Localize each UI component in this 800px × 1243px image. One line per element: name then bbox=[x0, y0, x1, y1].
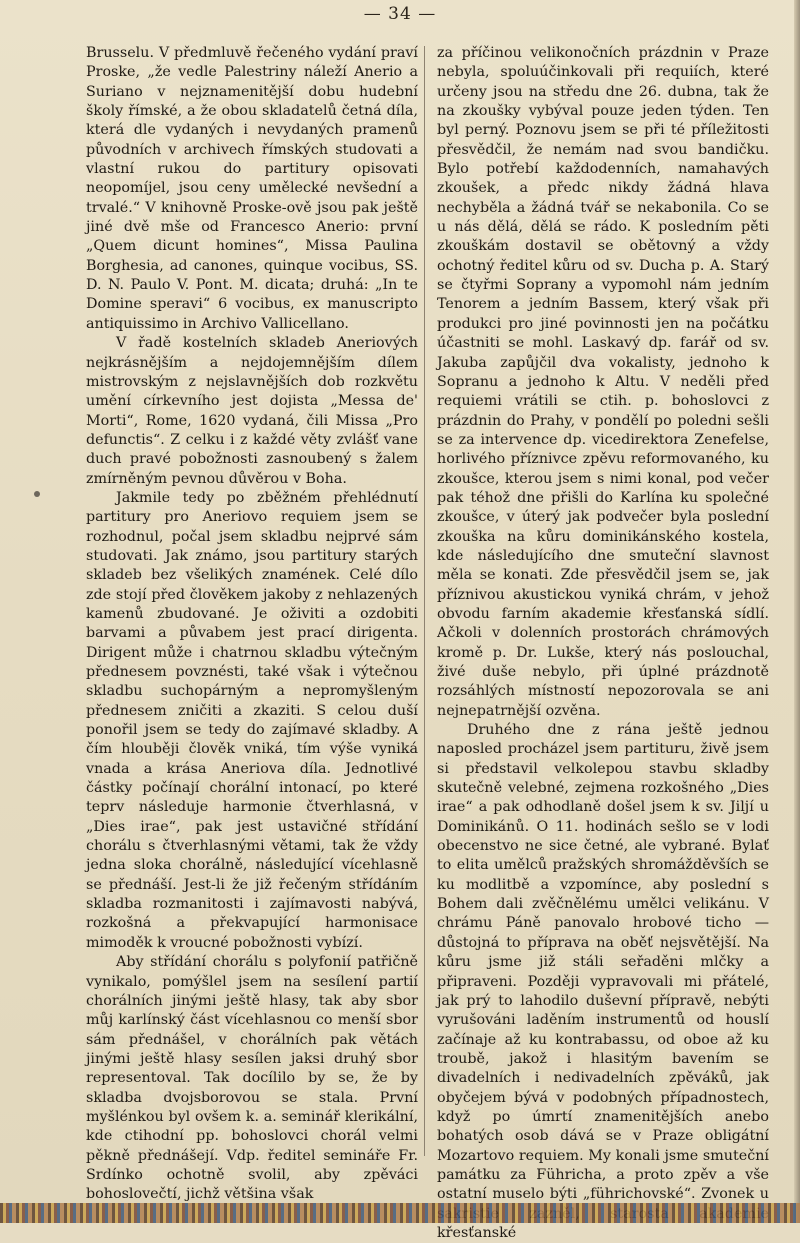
paragraph: Jakmile tedy po zběžném přehlédnutí partitury pro Aneriovo requiem jsem se rozhodnul, počal jsem skladbu nejprvé sám studovati. Jak známo, jsou partitury starých skladeb bez všelikých znamének. Celé dílo zde stojí před člověkem jakoby z nehlazených kamenů zbudované. Je oživiti a ozdobiti barvami a půvabem jest prací dirigenta. Dirigent může i chatrnou skladbu výtečným přednesem povznésti, také však i výtečnou skladbu suchopárným a nepromyšleným přednesem zničiti a zkaziti. S celou duší ponořil jsem se tedy do zajímavé skladby. A čím hlouběji člověk vniká, tím výše vyniká vnada a krása Aneriova díla. Jednotlivé částky počínají chorální intonací, po které teprv následuje harmonie čtverhlasná, v „Dies irae“, pak jest ustavičné střídání chorálu s čtverhlasnými větami, tak že vždy jedna sloka chorálně, následující vícehlasně se přednáší. Jest-li že již řečeným střídáním skladba rozmanitosti i zajímavosti nabývá, rozkošná a překvapující harmonisace mimoděk k vroucné pobožnosti vybízí. bbox=[86, 489, 418, 951]
paragraph: V řadě kostelních skladeb Aneriových nejkrásnějším a nejdojemnějším dílem mistrovským z nejslavnějších dob rozkvětu umění církevního jest dojista „Messa de' Morti“, Rome, 1620 vydaná, čili Missa „Pro defunctis“. Z celku i z každé věty zvlášť vane duch pravé pobožnosti zasnoubený s žalem zmírněným pevnou důvěrou v Boha. bbox=[86, 335, 418, 487]
paragraph: za příčinou velikonočních prázdnin v Praze nebyla, spoluúčinkovali při requiích, které určeny jsou na středu dne 26. dubna, tak že na zkoušky vybýval pouze jeden týden. Ten byl perný. Poznovu jsem se při té příležitosti přesvědčil, že nemám nad svou bandičku. Bylo potřebí každodenních, namahavých zkoušek, a předc nikdy žádná hlava nechyběla a žádná tvář se nekabonila. Co se u nás dělá, dělá se rádo. K posledním pěti zkouškám dostavil se obětovný a vždy ochotný ředitel kůru od sv. Ducha p. A. Starý se čtyřmi Soprany a vypomohl nám jedním Tenorem a jedním Bassem, který však při produkci pro jiné povinnosti jen na počátku účastniti se mohl. Laskavý dp. farář od sv. Jakuba zapůjčil dva vokalisty, jednoho k Sopranu a jednoho k Altu. V neděli před requiemi vrátili se ctih. p. bohoslovci z prázdnin do Prahy, v pondělí po poledni sešli se za intervence dp. vicedirektora Zenefelse, horlivého příznivce zpěvu reformovaného, ku zkoušce, kterou jsem s nimi konal, pod večer pak téhož dne přišli do Karlína ku společné zkoušce, v úterý jak podvečer byla poslední zkouška na kůru dominikánského kostela, kde následujícího dne smuteční slavnost měla se konati. Zde přesvědčil jsem se, jak příznivou akustickou vyniká chrám, v jehož obvodu farním akademie křesťanská sídlí. Ačkoli v dolenních prostorách chrámových kromě p. Dr. Lukše, který nás poslouchal, živé duše nebylo, při úplné prázdnotě rozsáhlých místností nepozorovala se ani nejnepatrnější ozvěna. bbox=[437, 45, 769, 719]
paragraph: Aby střídání chorálu s polyfonií patřičně vynikalo, pomýšlel jsem na sesílení partií chorálních jinými ještě hlasy, tak aby sbor můj karlínský část vícehlasnou co menší sbor sám přednášel, v chorálních pak větách jinými ještě hlasy sesílen jaksi druhý sbor representoval. Tak docílilo by se, že by skladba dvojsborovou se stala. První myšlénkou byl ovšem k. a. seminář klerikální, kde ctihodní pp. bohoslovci chorál velmi pěkně přednášejí. Vdp. ředitel semináře Fr. Srdínko ochotně svolil, aby zpěváci bohoslovečtí, jichž většina však bbox=[86, 954, 418, 1203]
paragraph: Druhého dne z rána ještě jednou naposled procházel jsem partituru, živě jsem si představil velkolepou stavbu skladby skutečně velebné, zejmena rozkošného „Dies irae“ a pak odhodlaně došel jsem k sv. Jiljí u Dominikánů. O 11. hodinách sešlo se v lodi obecenstvo ne sice četné, ale vybrané. Bylať to elita umělců pražských shromážděvších se ku modlitbě a vzpomínce, aby poslední s Bohem dali zvěčnělému umělci velikánu. V chrámu Páně panovalo hrobové ticho — důstojná to příprava na oběť nejsvětější. Na kůru jsme již stáli seřaděni mlčky a připraveni. Později vypravovali mi přátelé, jak prý to lahodilo duševní přípravě, nebýti vyrušováni laděním instrumentů od houslí začínaje až ku kontrabassu, od oboe až ku troubě, jakož i hlasitým bavením se divadelních i nedivadelních zpěváků, jak obyčejem bývá v podobných případnostech, když po úmrtí znamenitějších anebo bohatých osob dává se v Praze obligátní Mozartovo requiem. My konali jsme smuteční památku za Führicha, a proto zpěv a vše ostatní muselo býti „führichovské“. Zvonek u křesťanské bbox=[437, 722, 769, 1241]
decorative-bottom-border bbox=[0, 1203, 800, 1223]
right-column bbox=[437, 44, 769, 1243]
column-divider bbox=[424, 46, 425, 1156]
margin-dot bbox=[34, 491, 40, 497]
page-number: — 34 — bbox=[363, 4, 437, 24]
left-column bbox=[86, 44, 418, 1205]
paragraph: Brusselu. V předmluvě řečeného vydání praví Proske, „že vedle Palestriny náleží Anerio a Suriano v nejznamenitější dobu hudební školy římské, a že obou skladatelů četná díla, která dle vydaných i nevydaných pramenů původních v archivech římských studovati a vlastní rukou do partitury opisovati neopomíjel, jsou ceny umělecké nevšední a trvalé.“ V knihovně Proske-ově jsou pak ještě jiné dvě mše od Francesco Anerio: první „Quem dicunt homines“, Missa Paulina Borghesia, ad canones, quinque vocibus, SS. D. N. Paulo V. Pont. M. dicata; druhá: „In te Domine speravi“ 6 vocibus, ex manuscripto antiquissimo in Archivo Vallicellano. bbox=[86, 45, 418, 332]
page-edge bbox=[794, 0, 800, 1223]
